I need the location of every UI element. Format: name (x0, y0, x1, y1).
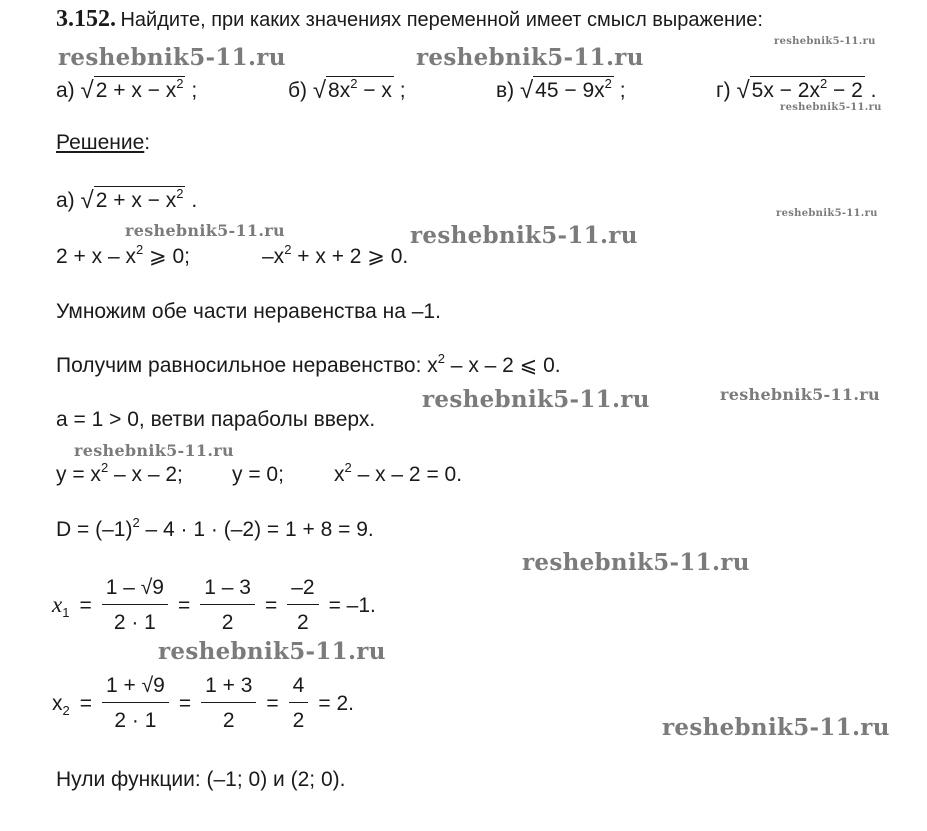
part-label: г) (716, 79, 731, 102)
root-x2: $x_2$ = $\frac{1 + √9}{2 \cdot 1}$ = $\frac{1 + 3}{2}$ = $\frac{4}{2}$ = 2. (52, 674, 354, 732)
watermark: reshebnik5-11.ru (416, 44, 644, 71)
problem-number: 3.152. (56, 6, 116, 32)
fraction: $\frac{1 + √9}{2 \cdot 1}$ (102, 674, 169, 733)
sqrt-expression: $√8x^2 - x$ (312, 76, 392, 104)
sqrt-expression: $√2 + x - x^2$ (80, 186, 184, 214)
function-equation: $x^2 - x - 2 = 0$. (334, 460, 463, 486)
root-x1: $x_1$ = $\frac{1 - √9}{2 \cdot 1}$ = $\frac{1 - 3}{2}$ = $\frac{-2}{2}$ = –1. (52, 576, 376, 634)
part-d: г) $√5x - 2x^2 - 2$ . (716, 76, 877, 104)
watermark: reshebnik5-11.ru (125, 221, 285, 240)
line-multiply: Умножим обе части неравенства на –1. (56, 300, 441, 323)
watermark: reshebnik5-11.ru (720, 385, 880, 404)
part-label: б) (288, 79, 308, 102)
part-b: б) $√8x^2 - x$ ; (288, 76, 406, 104)
fraction: $\frac{4}{2}$ (289, 674, 309, 733)
fraction: $\frac{1 - 3}{2}$ (200, 576, 255, 635)
watermark: reshebnik5-11.ru (422, 386, 650, 413)
sqrt-expression: $√5x - 2x^2 - 2$ (736, 76, 863, 104)
watermark: reshebnik5-11.ru (74, 441, 234, 460)
problem-task: Найдите, при каких значениях переменной имеет смысл выражение: (120, 9, 763, 31)
problem-header (56, 6, 763, 33)
watermark: reshebnik5-11.ru (58, 44, 286, 71)
fraction: $\frac{-2}{2}$ (287, 576, 318, 635)
sqrt-expression: $√45 - 9x^2$ (520, 76, 612, 104)
solution-part-a: а) $√2 + x - x^2$ . (56, 186, 198, 214)
fraction: $\frac{1 + 3}{2}$ (201, 674, 256, 733)
watermark: reshebnik5-11.ru (410, 222, 638, 249)
fraction: $\frac{1 - √9}{2 \cdot 1}$ (102, 576, 168, 635)
watermark: reshebnik5-11.ru (522, 549, 750, 576)
root-name: $x_1$ (52, 592, 70, 620)
part-label: а) (56, 79, 75, 102)
part-c: в) $√45 - 9x^2$ ; (496, 76, 626, 104)
line-branches: a = 1 > 0, ветви параболы вверх. (56, 408, 376, 431)
watermark: reshebnik5-11.ru (158, 638, 386, 665)
function-zeros: Нули функции: (–1; 0) и (2; 0). (56, 768, 346, 791)
root-name: $x_2$ (52, 691, 70, 718)
discriminant: $D = (-1)^2 - 4 \cdot 1 \cdot (-2) = 1 + 8 = 9$. (56, 515, 374, 541)
watermark: reshebnik5-11.ru (662, 714, 890, 741)
part-label: в) (496, 79, 515, 102)
watermark: reshebnik5-11.ru (780, 102, 882, 113)
function-zero: y = 0; (232, 463, 284, 486)
line-equivalent: Получим равносильное неравенство: $x^2$ – x – 2 ⩽ 0. (56, 351, 561, 377)
inequality-2: $-x^2 + x + 2$ ⩾ 0. (262, 242, 409, 268)
part-a: а) $√2 + x - x^2$ ; (56, 76, 198, 104)
watermark: reshebnik5-11.ru (776, 208, 878, 219)
watermark: reshebnik5-11.ru (774, 36, 876, 47)
inequality-1: $2 + x - x^2$ ⩾ 0; (56, 242, 190, 268)
solution-heading: Решение: (56, 131, 151, 154)
function-line: $y = x^2 - x - 2$; (56, 460, 183, 486)
sqrt-expression: $√2 + x - x^2$ (80, 76, 184, 104)
